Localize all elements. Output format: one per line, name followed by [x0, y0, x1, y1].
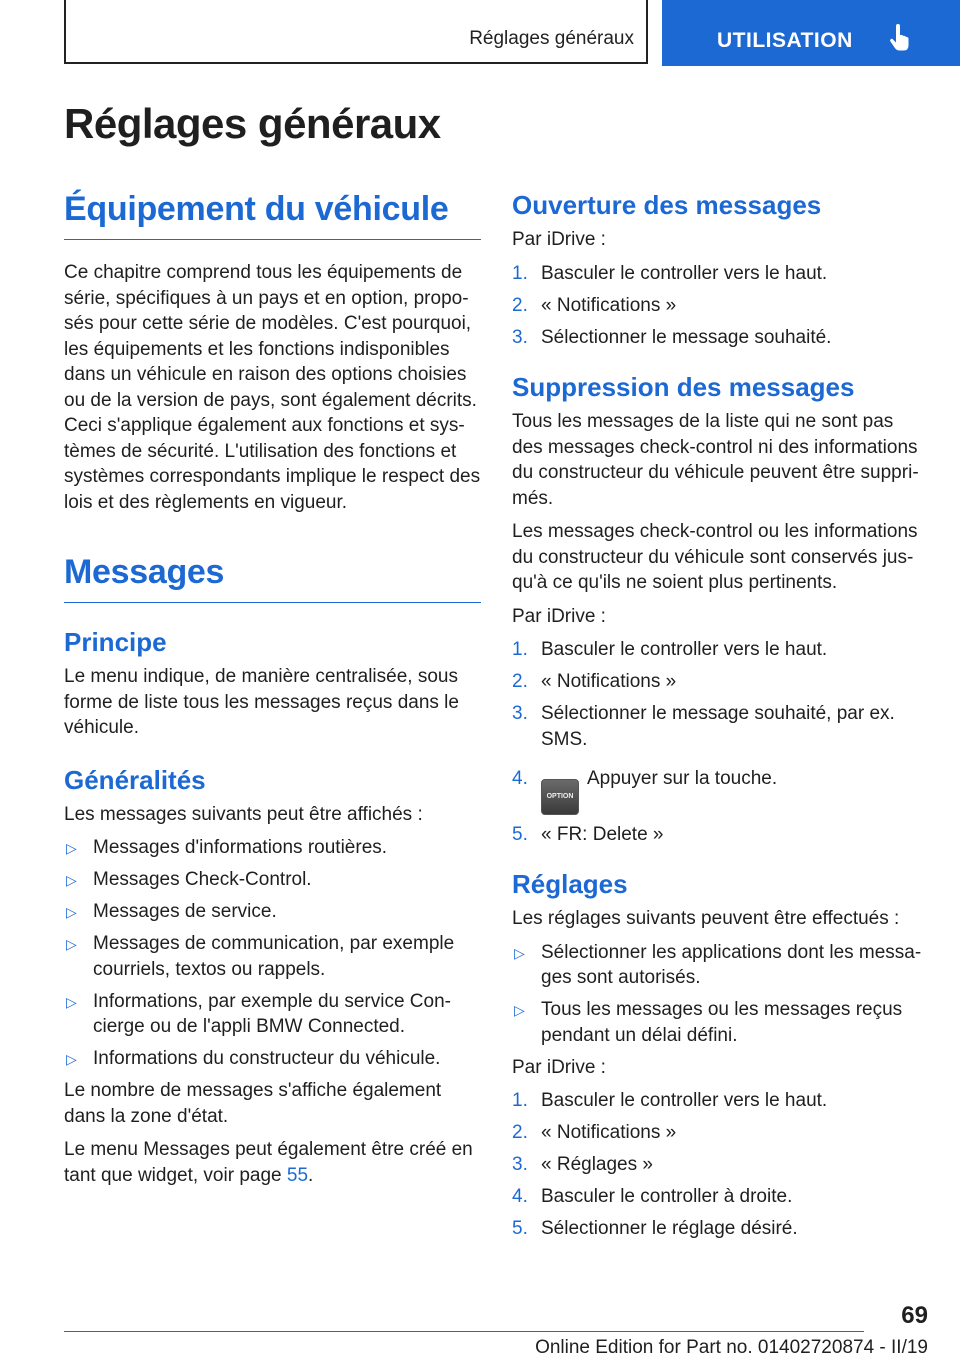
- list-item: [64, 931, 481, 982]
- triangle-bullet-icon: ▷: [66, 904, 77, 920]
- reglages-list: [512, 940, 926, 1049]
- list-item: [64, 1046, 481, 1072]
- option-button-icon: OPTION: [541, 779, 579, 815]
- step-item: [512, 766, 926, 815]
- triangle-bullet-icon: ▷: [66, 993, 77, 1010]
- ouverture-steps: [512, 261, 926, 351]
- triangle-bullet-icon: ▷: [66, 936, 77, 952]
- step-number: 4.: [512, 768, 528, 789]
- status-paragraph: Le nombre de messages s'affiche également dans la zone d'état.: [64, 1080, 442, 1127]
- list-item-text: Informations, par exemple du service Concierge ou de l'appli BMW Connected.: [93, 990, 451, 1037]
- step-text: Sélectionner le réglage désiré.: [541, 1218, 798, 1239]
- step-text: Basculer le controller vers le haut.: [541, 639, 828, 660]
- step-item: [512, 822, 926, 848]
- step-number: 1.: [512, 262, 528, 284]
- left-column: [64, 190, 481, 1196]
- triangle-bullet-icon: ▷: [66, 840, 77, 856]
- list-item-text: Messages Check-Control.: [93, 869, 312, 890]
- ouverture-intro: Par iDrive :: [512, 229, 606, 250]
- heading-equipement: Équipement du véhicule: [64, 190, 481, 240]
- step-item: [512, 1216, 926, 1242]
- step-item: [512, 637, 926, 663]
- step-item: [512, 261, 926, 287]
- step-number: 3.: [512, 1154, 528, 1175]
- principe-paragraph: Le menu indique, de manière centralisée, sous forme de liste tous les messages reçus dans le véhicule.: [64, 666, 459, 738]
- step-text: Basculer le controller vers le haut.: [541, 1090, 828, 1111]
- suppression-paragraph-2: Les messages check-control ou les informations du constructeur du véhicule sont conservés jusqu'à ce qu'ils ne soient plus pertinents.: [512, 521, 918, 593]
- step-item: [512, 701, 926, 752]
- step-number: 3.: [512, 703, 528, 724]
- list-item: [64, 835, 481, 861]
- triangle-bullet-icon: ▷: [66, 872, 77, 888]
- hand-pointer-icon: [890, 24, 910, 52]
- step-text: Basculer le controller vers le haut.: [541, 262, 828, 284]
- header-section-box: [64, 0, 648, 64]
- equipement-paragraph: Ce chapitre comprend tous les équipements de série, spécifiques à un pays et en option, proposés pour cette série de modèles. C'est pourquoi, les équipements et les fonctions indisponibles dans un véhicule en raison des options choisies ou de la version de pays, sont également décrits. Ceci s'applique également aux fonctions et systèmes de sécurité. L'utilisation des fonctions et systèmes correspondants implique le respect des lois et des règlements en vigueur.: [64, 262, 481, 513]
- footer-edition: Online Edition for Part no. 01402720874 - II/19: [535, 1337, 928, 1358]
- step-number: 1.: [512, 639, 528, 660]
- step-text: Basculer le controller à droite.: [541, 1186, 793, 1207]
- page-link[interactable]: 55: [286, 1164, 309, 1186]
- suppression-intro: Par iDrive :: [512, 605, 606, 627]
- step-text: Sélectionner le message souhaité, par ex. SMS.: [541, 703, 895, 750]
- heading-messages: Messages: [64, 553, 481, 603]
- step-item: [512, 1184, 926, 1210]
- list-item: [64, 867, 481, 893]
- step-number: 5.: [512, 1218, 528, 1239]
- step-text: Sélectionner le message souhaité.: [541, 326, 832, 348]
- step-number: 2.: [512, 294, 528, 316]
- header-chapter-tab[interactable]: [662, 0, 960, 66]
- header-section-title: Réglages généraux: [469, 28, 634, 49]
- suppression-paragraph-1: Tous les messages de la liste qui ne sont pas des messages check-control ni des informations du constructeur du véhicule peuvent être supprimés.: [512, 411, 919, 509]
- step-text: « Notifications »: [541, 1122, 677, 1143]
- step-number: 4.: [512, 1186, 528, 1207]
- triangle-bullet-icon: ▷: [66, 1051, 77, 1067]
- step-item: [512, 669, 926, 695]
- list-item: [512, 997, 926, 1048]
- page-title: Réglages généraux: [64, 100, 441, 147]
- list-item-text: Messages d'informations routières.: [93, 837, 388, 858]
- reglages-idrive: Par iDrive :: [512, 1056, 606, 1078]
- list-item-text: Tous les messages ou les messages reçus pendant un délai défini.: [541, 999, 903, 1046]
- step-text: « Notifications »: [541, 294, 677, 316]
- reglages-steps: [512, 1088, 926, 1242]
- step-number: 2.: [512, 671, 528, 692]
- step-text: « FR: Delete »: [541, 823, 664, 845]
- generalites-list: [64, 835, 481, 1072]
- list-item-text: Messages de communication, par exemple courriels, textos ou rappels.: [93, 933, 455, 980]
- step-number: 3.: [512, 326, 528, 348]
- widget-text: Le menu Messages peut également être créé en tant que widget, voir page: [64, 1139, 473, 1186]
- generalites-intro: Les messages suivants peut être affichés :: [64, 803, 423, 825]
- heading-ouverture: Ouverture des messages: [512, 190, 822, 220]
- page-number: 69: [901, 1302, 928, 1329]
- triangle-bullet-icon: ▷: [514, 1002, 525, 1018]
- step-text: « Notifications »: [541, 671, 677, 692]
- list-item: [64, 899, 481, 925]
- step-number: 5.: [512, 823, 528, 845]
- reglages-intro: Les réglages suivants peuvent être effectués :: [512, 908, 900, 929]
- widget-end: .: [308, 1164, 314, 1186]
- right-column: [512, 190, 926, 1248]
- step-item: [512, 293, 926, 319]
- list-item-text: Sélectionner les applications dont les messages sont autorisés.: [541, 941, 922, 988]
- heading-generalites: Généralités: [64, 764, 206, 795]
- step-number: 1.: [512, 1090, 528, 1111]
- step-item: [512, 1088, 926, 1114]
- list-item: [512, 940, 926, 991]
- heading-reglages: Réglages: [512, 869, 628, 899]
- widget-paragraph: [64, 1137, 481, 1188]
- step-item: [512, 1152, 926, 1178]
- list-item: [64, 989, 481, 1040]
- heading-suppression: Suppression des messages: [512, 372, 855, 402]
- step-text: « Réglages »: [541, 1154, 653, 1175]
- header-chapter-label: UTILISATION: [717, 29, 853, 52]
- list-item-text: Messages de service.: [93, 901, 277, 922]
- suppression-steps: [512, 637, 926, 847]
- footer-divider: [64, 1331, 864, 1332]
- heading-principe: Principe: [64, 627, 167, 657]
- list-item-text: Informations du constructeur du véhicule.: [93, 1048, 441, 1069]
- step-number: 2.: [512, 1122, 528, 1143]
- step-item: [512, 1120, 926, 1146]
- step-item: [512, 325, 926, 351]
- step-text: Appuyer sur la touche.: [587, 768, 778, 789]
- triangle-bullet-icon: ▷: [514, 944, 525, 961]
